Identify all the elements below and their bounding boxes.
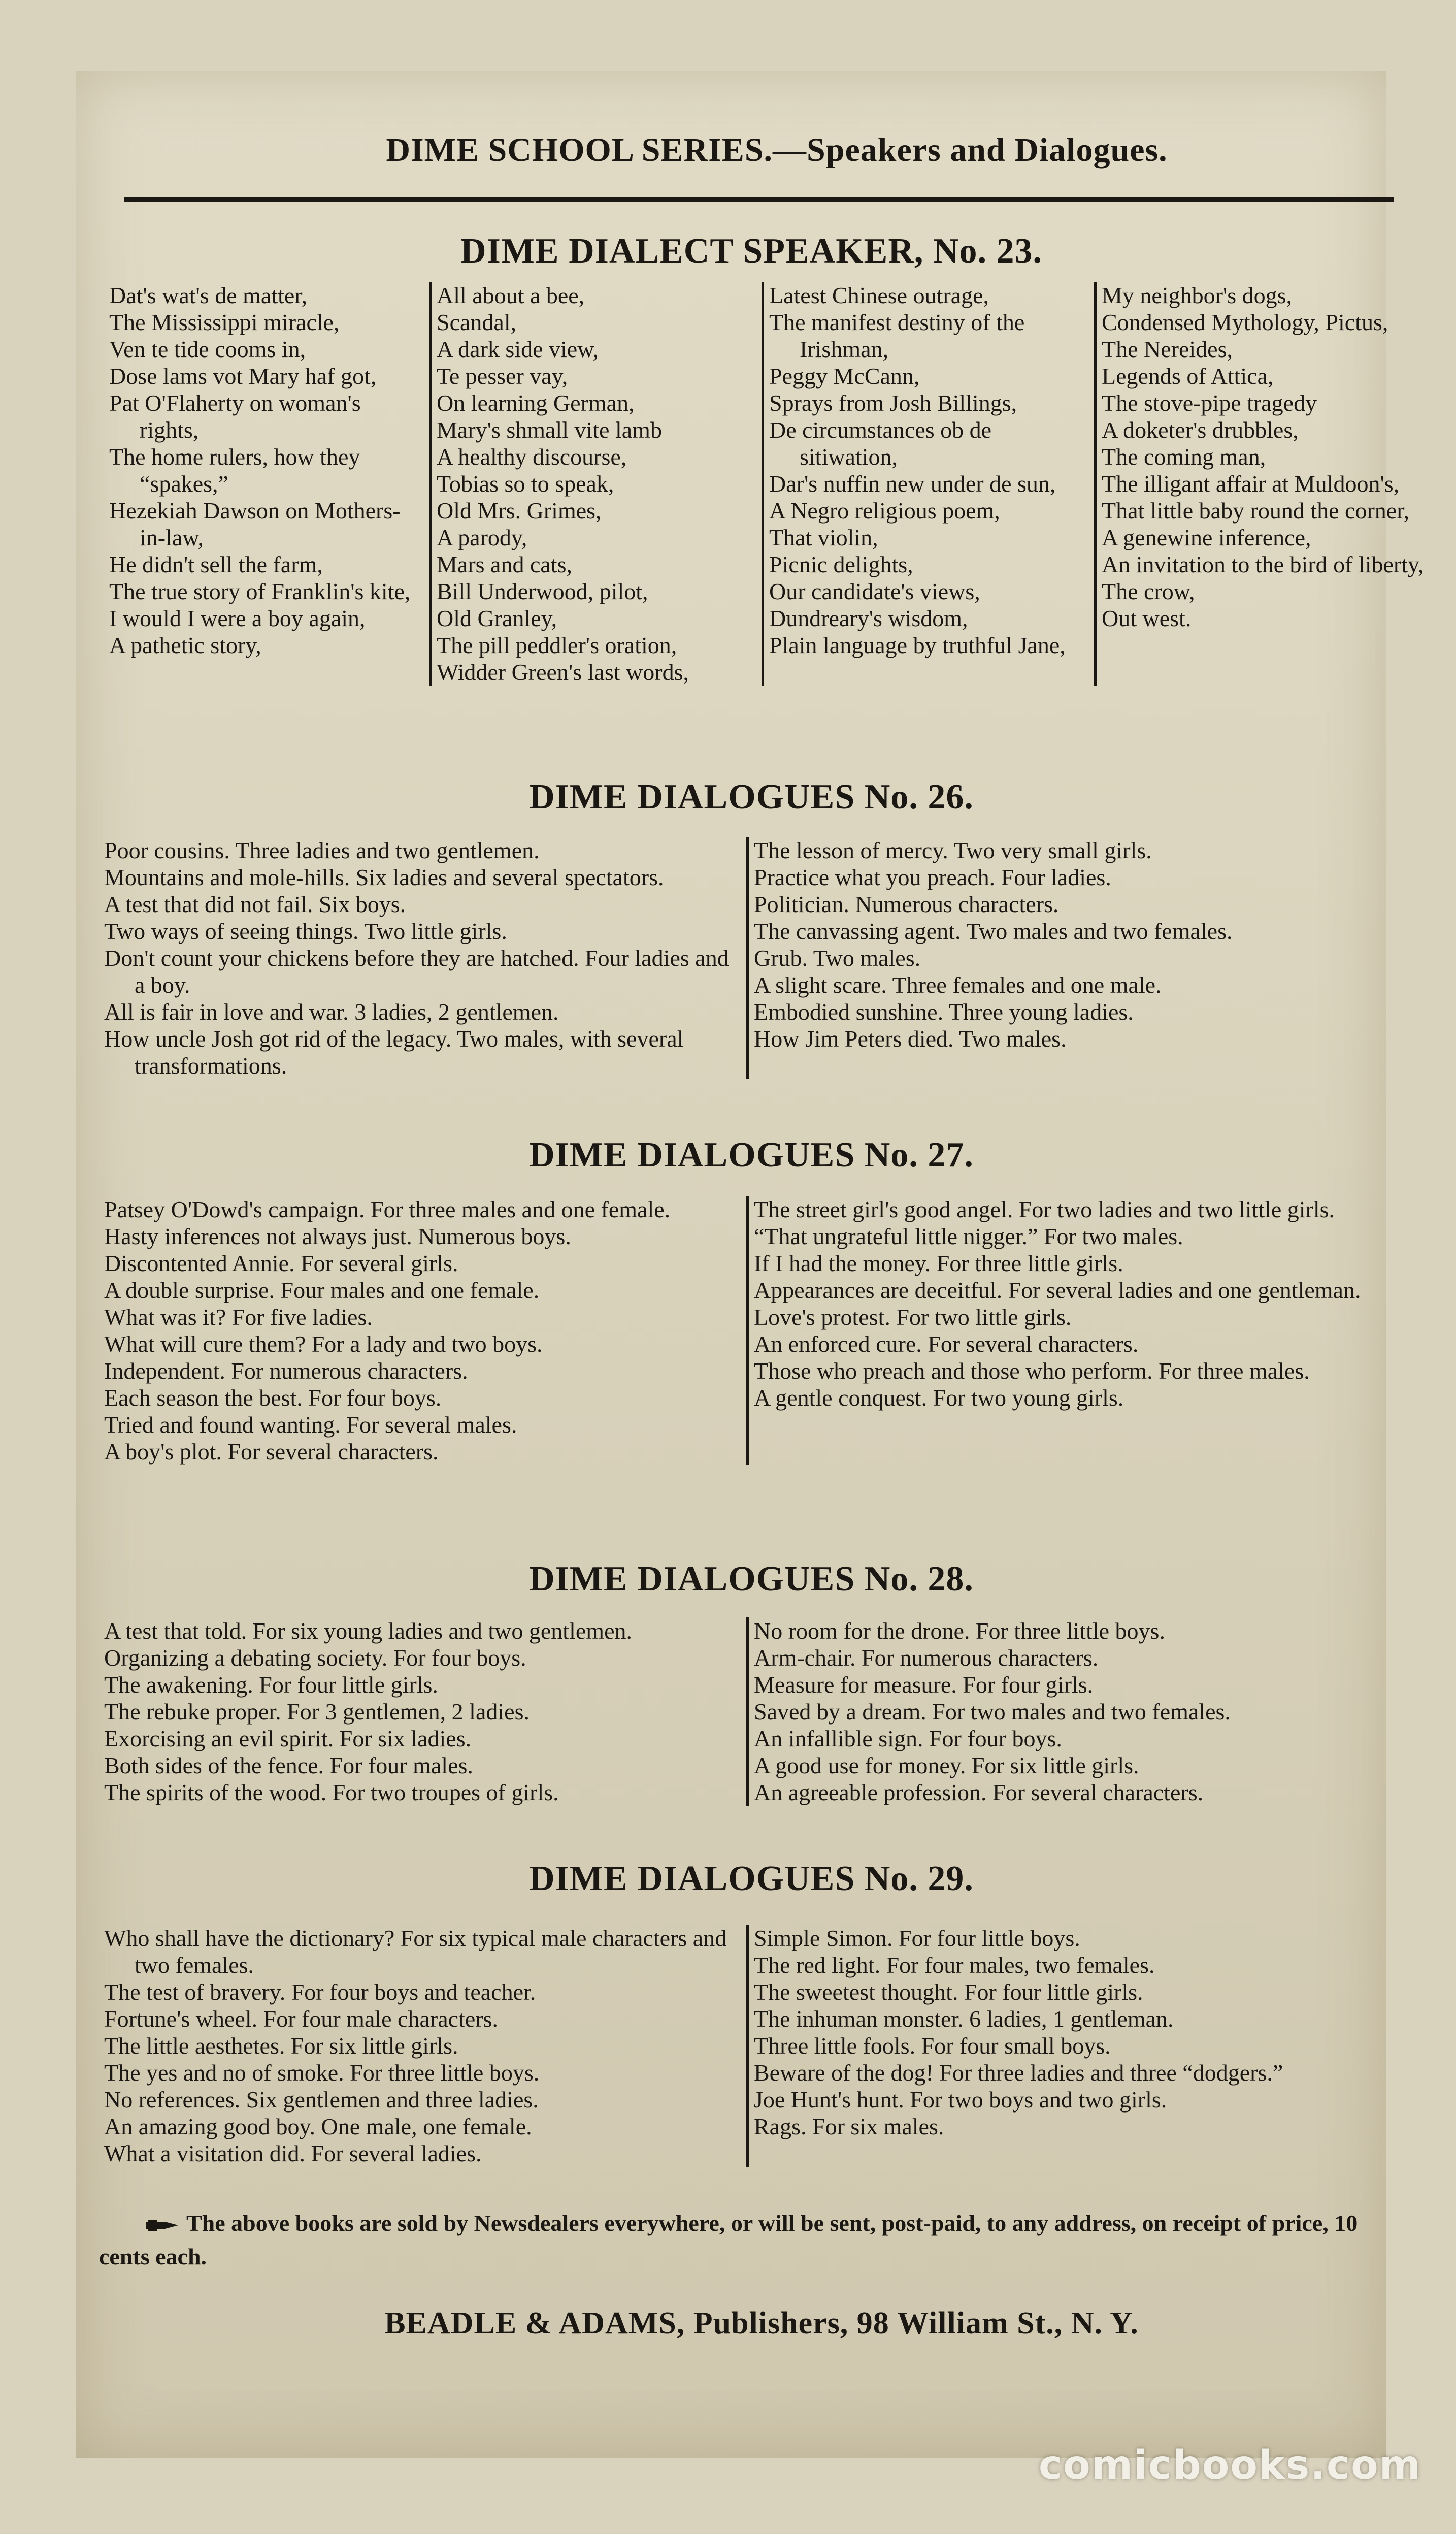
list-item: Out west. (1102, 605, 1192, 631)
list-item: Saved by a dream. For two males and two females. (754, 1699, 1231, 1725)
list-item: De circumstances ob de sitiwation, (769, 417, 992, 470)
list-item: A Negro religious poem, (769, 498, 1000, 524)
list-item: Mars and cats, (437, 551, 572, 577)
list-item: Hezekiah Dawson on Mothers-in-law, (109, 498, 401, 550)
list-item: Sprays from Josh Billings, (769, 390, 1017, 416)
section-title-dialect-speaker-23: DIME DIALECT SPEAKER, No. 23. (460, 232, 1042, 271)
list-item: Dar's nuffin new under de sun, (769, 471, 1056, 497)
column-4 (1094, 282, 1434, 686)
list-item: The true story of Franklin's kite, (109, 578, 411, 604)
list-item: A good use for money. For six little girls. (754, 1752, 1139, 1778)
list-item: Old Granley, (437, 605, 557, 631)
list-item: That violin, (769, 525, 878, 550)
pointing-hand-icon (145, 2217, 180, 2234)
list-item: If I had the money. For three little girls. (754, 1250, 1123, 1276)
list-item: A doketer's drubbles, (1102, 417, 1299, 443)
list-item: Dose lams vot Mary haf got, (109, 363, 377, 389)
notice-text: The above books are sold by Newsdealers everywhere, or will be sent, post-paid, to any address, on receipt of price, 10 cents each. (99, 2210, 1358, 2269)
list-item: Ven te tide cooms in, (109, 336, 306, 362)
list-item: The lesson of mercy. Two very small girls. (754, 837, 1152, 863)
list-item: The coming man, (1102, 444, 1266, 470)
list-item: Both sides of the fence. For four males. (104, 1752, 473, 1778)
list-item: All is fair in love and war. 3 ladies, 2 gentlemen. (104, 999, 559, 1025)
list-item: Joe Hunt's hunt. For two boys and two girls. (754, 2087, 1167, 2113)
list-item: A test that did not fail. Six boys. (104, 891, 406, 917)
list-item: Patsey O'Dowd's campaign. For three males and one female. (104, 1196, 671, 1222)
list-item: What will cure them? For a lady and two boys. (104, 1331, 543, 1357)
list-item: Discontented Annie. For several girls. (104, 1250, 458, 1276)
list-item: Politician. Numerous characters. (754, 891, 1059, 917)
section-dialogues-28 (99, 1617, 1399, 1806)
list-item: Picnic delights, (769, 551, 913, 577)
list-item: The Mississippi miracle, (109, 309, 340, 335)
list-item: A slight scare. Three females and one male. (754, 972, 1162, 998)
list-item: Poor cousins. Three ladies and two gentlemen. (104, 837, 540, 863)
list-item: Peggy McCann, (769, 363, 920, 389)
list-item: An amazing good boy. One male, one female. (104, 2114, 532, 2139)
list-item: A healthy discourse, (437, 444, 627, 470)
list-item: Each season the best. For four boys. (104, 1385, 442, 1411)
list-item: How Jim Peters died. Two males. (754, 1026, 1067, 1052)
list-item: The test of bravery. For four boys and teacher. (104, 1979, 536, 2005)
list-item: A parody, (437, 525, 527, 550)
column-left (99, 837, 746, 1079)
list-item: Arm-chair. For numerous characters. (754, 1645, 1099, 1671)
list-item: An infallible sign. For four boys. (754, 1726, 1062, 1751)
list-item: Two ways of seeing things. Two little girls. (104, 918, 507, 944)
column-2 (429, 282, 762, 686)
list-item: Dundreary's wisdom, (769, 605, 968, 631)
list-item: Those who preach and those who perform. For three males. (754, 1358, 1310, 1384)
list-item: Latest Chinese outrage, (769, 282, 989, 308)
list-item: Embodied sunshine. Three young ladies. (754, 999, 1134, 1025)
list-item: Appearances are deceitful. For several ladies and one gentleman. (754, 1277, 1361, 1303)
list-item: Mary's shmall vite lamb (437, 417, 662, 443)
list-item: “That ungrateful little nigger.” For two males. (754, 1223, 1183, 1249)
column-right (746, 837, 1399, 1079)
list-item: Exorcising an evil spirit. For six ladies. (104, 1726, 472, 1751)
list-item: What was it? For five ladies. (104, 1304, 373, 1330)
list-item: Legends of Attica, (1102, 363, 1274, 389)
publisher-line: BEADLE & ADAMS, Publishers, 98 William St., N. Y. (384, 2306, 1139, 2341)
list-item: Beware of the dog! For three ladies and three “dodgers.” (754, 2060, 1283, 2086)
list-item: Fortune's wheel. For four male characters. (104, 2006, 498, 2032)
section-dialogues-27 (99, 1196, 1399, 1465)
list-item: A test that told. For six young ladies and two gentlemen. (104, 1618, 632, 1644)
list-item: The home rulers, how they “spakes,” (109, 444, 360, 497)
list-item: Measure for measure. For four girls. (754, 1672, 1094, 1698)
column-1 (104, 282, 429, 686)
list-item: No room for the drone. For three little boys. (754, 1618, 1165, 1644)
list-item: An enforced cure. For several characters. (754, 1331, 1139, 1357)
list-item: He didn't sell the farm, (109, 551, 323, 577)
column-3 (762, 282, 1094, 686)
list-item: The rebuke proper. For 3 gentlemen, 2 ladies. (104, 1699, 530, 1725)
column-left (99, 1196, 746, 1465)
list-item: Grub. Two males. (754, 945, 921, 971)
list-item: The sweetest thought. For four little girls. (754, 1979, 1143, 2005)
list-item: On learning German, (437, 390, 635, 416)
list-item: Rags. For six males. (754, 2114, 944, 2139)
list-item: A genewine inference, (1102, 525, 1311, 550)
list-item: No references. Six gentlemen and three ladies. (104, 2087, 539, 2113)
list-item: An agreeable profession. For several characters. (754, 1779, 1204, 1805)
list-item: Dat's wat's de matter, (109, 282, 308, 308)
list-item: How uncle Josh got rid of the legacy. Two males, with several transformations. (104, 1026, 684, 1079)
list-item: Three little fools. For four small boys. (754, 2033, 1111, 2059)
column-left (99, 1617, 746, 1806)
list-item: Scandal, (437, 309, 517, 335)
list-item: A dark side view, (437, 336, 599, 362)
column-right (746, 1617, 1399, 1806)
list-item: Independent. For numerous characters. (104, 1358, 468, 1384)
list-item: Don't count your chickens before they are hatched. Four ladies and a boy. (104, 945, 729, 998)
section-dialogues-29 (99, 1925, 1399, 2167)
list-item: Te pesser vay, (437, 363, 568, 389)
list-item: The illigant affair at Muldoon's, (1102, 471, 1400, 497)
list-item: That little baby round the corner, (1102, 498, 1410, 524)
list-item: A gentle conquest. For two young girls. (754, 1385, 1124, 1411)
list-item: Tried and found wanting. For several males. (104, 1412, 517, 1438)
list-item: A pathetic story, (109, 632, 261, 658)
column-left (99, 1925, 746, 2167)
column-right (746, 1925, 1399, 2167)
list-item: The crow, (1102, 578, 1195, 604)
list-item: The canvassing agent. Two males and two females. (754, 918, 1233, 944)
list-item: I would I were a boy again, (109, 605, 366, 631)
list-item: The little aesthetes. For six little girls. (104, 2033, 458, 2059)
list-item: Simple Simon. For four little boys. (754, 1925, 1080, 1951)
list-item: The pill peddler's oration, (437, 632, 677, 658)
list-item: Organizing a debating society. For four boys. (104, 1645, 526, 1671)
list-item: Old Mrs. Grimes, (437, 498, 602, 524)
list-item: All about a bee, (437, 282, 585, 308)
list-item: Our candidate's views, (769, 578, 980, 604)
section-title-dialogues-29: DIME DIALOGUES No. 29. (529, 1859, 974, 1898)
notice (99, 2206, 1388, 2273)
section-dialect-speaker-23 (104, 282, 1434, 686)
section-dialogues-26 (99, 837, 1399, 1079)
running-head: DIME SCHOOL SERIES.—Speakers and Dialogues. (386, 132, 1168, 169)
list-item: Mountains and mole-hills. Six ladies and several spectators. (104, 864, 664, 890)
list-item: A boy's plot. For several characters. (104, 1439, 439, 1465)
list-item: The street girl's good angel. For two ladies and two little girls. (754, 1196, 1335, 1222)
column-right (746, 1196, 1399, 1465)
list-item: Practice what you preach. Four ladies. (754, 864, 1111, 890)
list-item: Widder Green's last words, (437, 659, 689, 685)
list-item: Who shall have the dictionary? For six typical male characters and two females. (104, 1925, 727, 1978)
list-item: What a visitation did. For several ladies. (104, 2140, 482, 2166)
section-title-dialogues-26: DIME DIALOGUES No. 26. (529, 777, 974, 817)
list-item: My neighbor's dogs, (1102, 282, 1293, 308)
list-item: The yes and no of smoke. For three little boys. (104, 2060, 540, 2086)
list-item: A double surprise. Four males and one female. (104, 1277, 540, 1303)
section-title-dialogues-27: DIME DIALOGUES No. 27. (529, 1135, 974, 1175)
list-item: The manifest destiny of the Irishman, (769, 309, 1025, 362)
list-item: Love's protest. For two little girls. (754, 1304, 1072, 1330)
list-item: The stove-pipe tragedy (1102, 390, 1317, 416)
list-item: Hasty inferences not always just. Numerous boys. (104, 1223, 571, 1249)
header-rule (124, 197, 1394, 202)
list-item: The inhuman monster. 6 ladies, 1 gentleman. (754, 2006, 1174, 2032)
watermark: comicbooks.com (1038, 2443, 1421, 2488)
list-item: An invitation to the bird of liberty, (1102, 551, 1424, 577)
list-item: Tobias so to speak, (437, 471, 614, 497)
section-title-dialogues-28: DIME DIALOGUES No. 28. (529, 1560, 974, 1599)
list-item: Bill Underwood, pilot, (437, 578, 648, 604)
list-item: Pat O'Flaherty on woman's rights, (109, 390, 361, 443)
list-item: The Nereides, (1102, 336, 1233, 362)
list-item: The red light. For four males, two females. (754, 1952, 1155, 1978)
list-item: Condensed Mythology, Pictus, (1102, 309, 1388, 335)
list-item: The awakening. For four little girls. (104, 1672, 438, 1698)
list-item: Plain language by truthful Jane, (769, 632, 1066, 658)
list-item: The spirits of the wood. For two troupes of girls. (104, 1779, 559, 1805)
